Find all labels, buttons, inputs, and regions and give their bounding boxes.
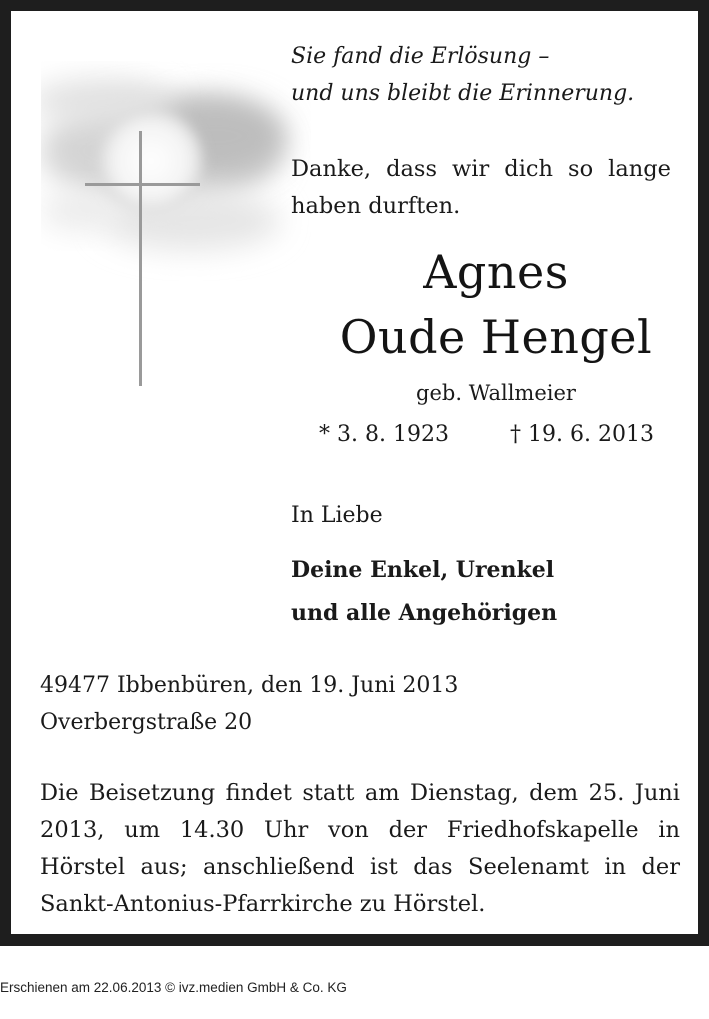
- mourners-line: Deine Enkel, Urenkel: [291, 557, 555, 583]
- quote-line: Sie fand die Erlösung –: [291, 44, 550, 69]
- publication-footer: Erschienen am 22.06.2013 © ivz.medien GmbH & Co. KG: [0, 980, 347, 995]
- cross-icon: [41, 61, 311, 401]
- maiden-name: geb. Wallmeier: [416, 381, 576, 405]
- mourners: [291, 549, 557, 635]
- address-block: [40, 667, 458, 741]
- funeral-details: Die Beisetzung findet statt am Dienstag, dem 25. Juni 2013, um 14.30 Uhr von der Friedhofskapelle in Hörstel aus; anschließend ist das Seelenamt in der Sankt-Antonius-Pfarrkirche zu Hörstel.: [40, 780, 680, 917]
- thanks-text: Danke, dass wir dich so lange haben durften.: [291, 156, 671, 219]
- cross-horizontal-beam: [85, 183, 200, 186]
- cross-vertical-beam: [139, 131, 142, 386]
- closing-phrase: In Liebe: [291, 503, 383, 528]
- quote-line: und uns bleibt die Erinnerung.: [291, 81, 635, 106]
- mourners-line: und alle Angehörigen: [291, 600, 558, 626]
- deceased-first-name: Agnes: [423, 245, 569, 299]
- cloud-cross-decoration: [41, 61, 311, 401]
- street-address: Overbergstraße 20: [40, 710, 253, 735]
- place-date: 49477 Ibbenbüren, den 19. Juni 2013: [40, 673, 459, 698]
- quote: [291, 38, 681, 112]
- death-date: † 19. 6. 2013: [510, 422, 654, 447]
- birth-date: * 3. 8. 1923: [319, 422, 449, 447]
- deceased-last-name: Oude Hengel: [339, 310, 653, 364]
